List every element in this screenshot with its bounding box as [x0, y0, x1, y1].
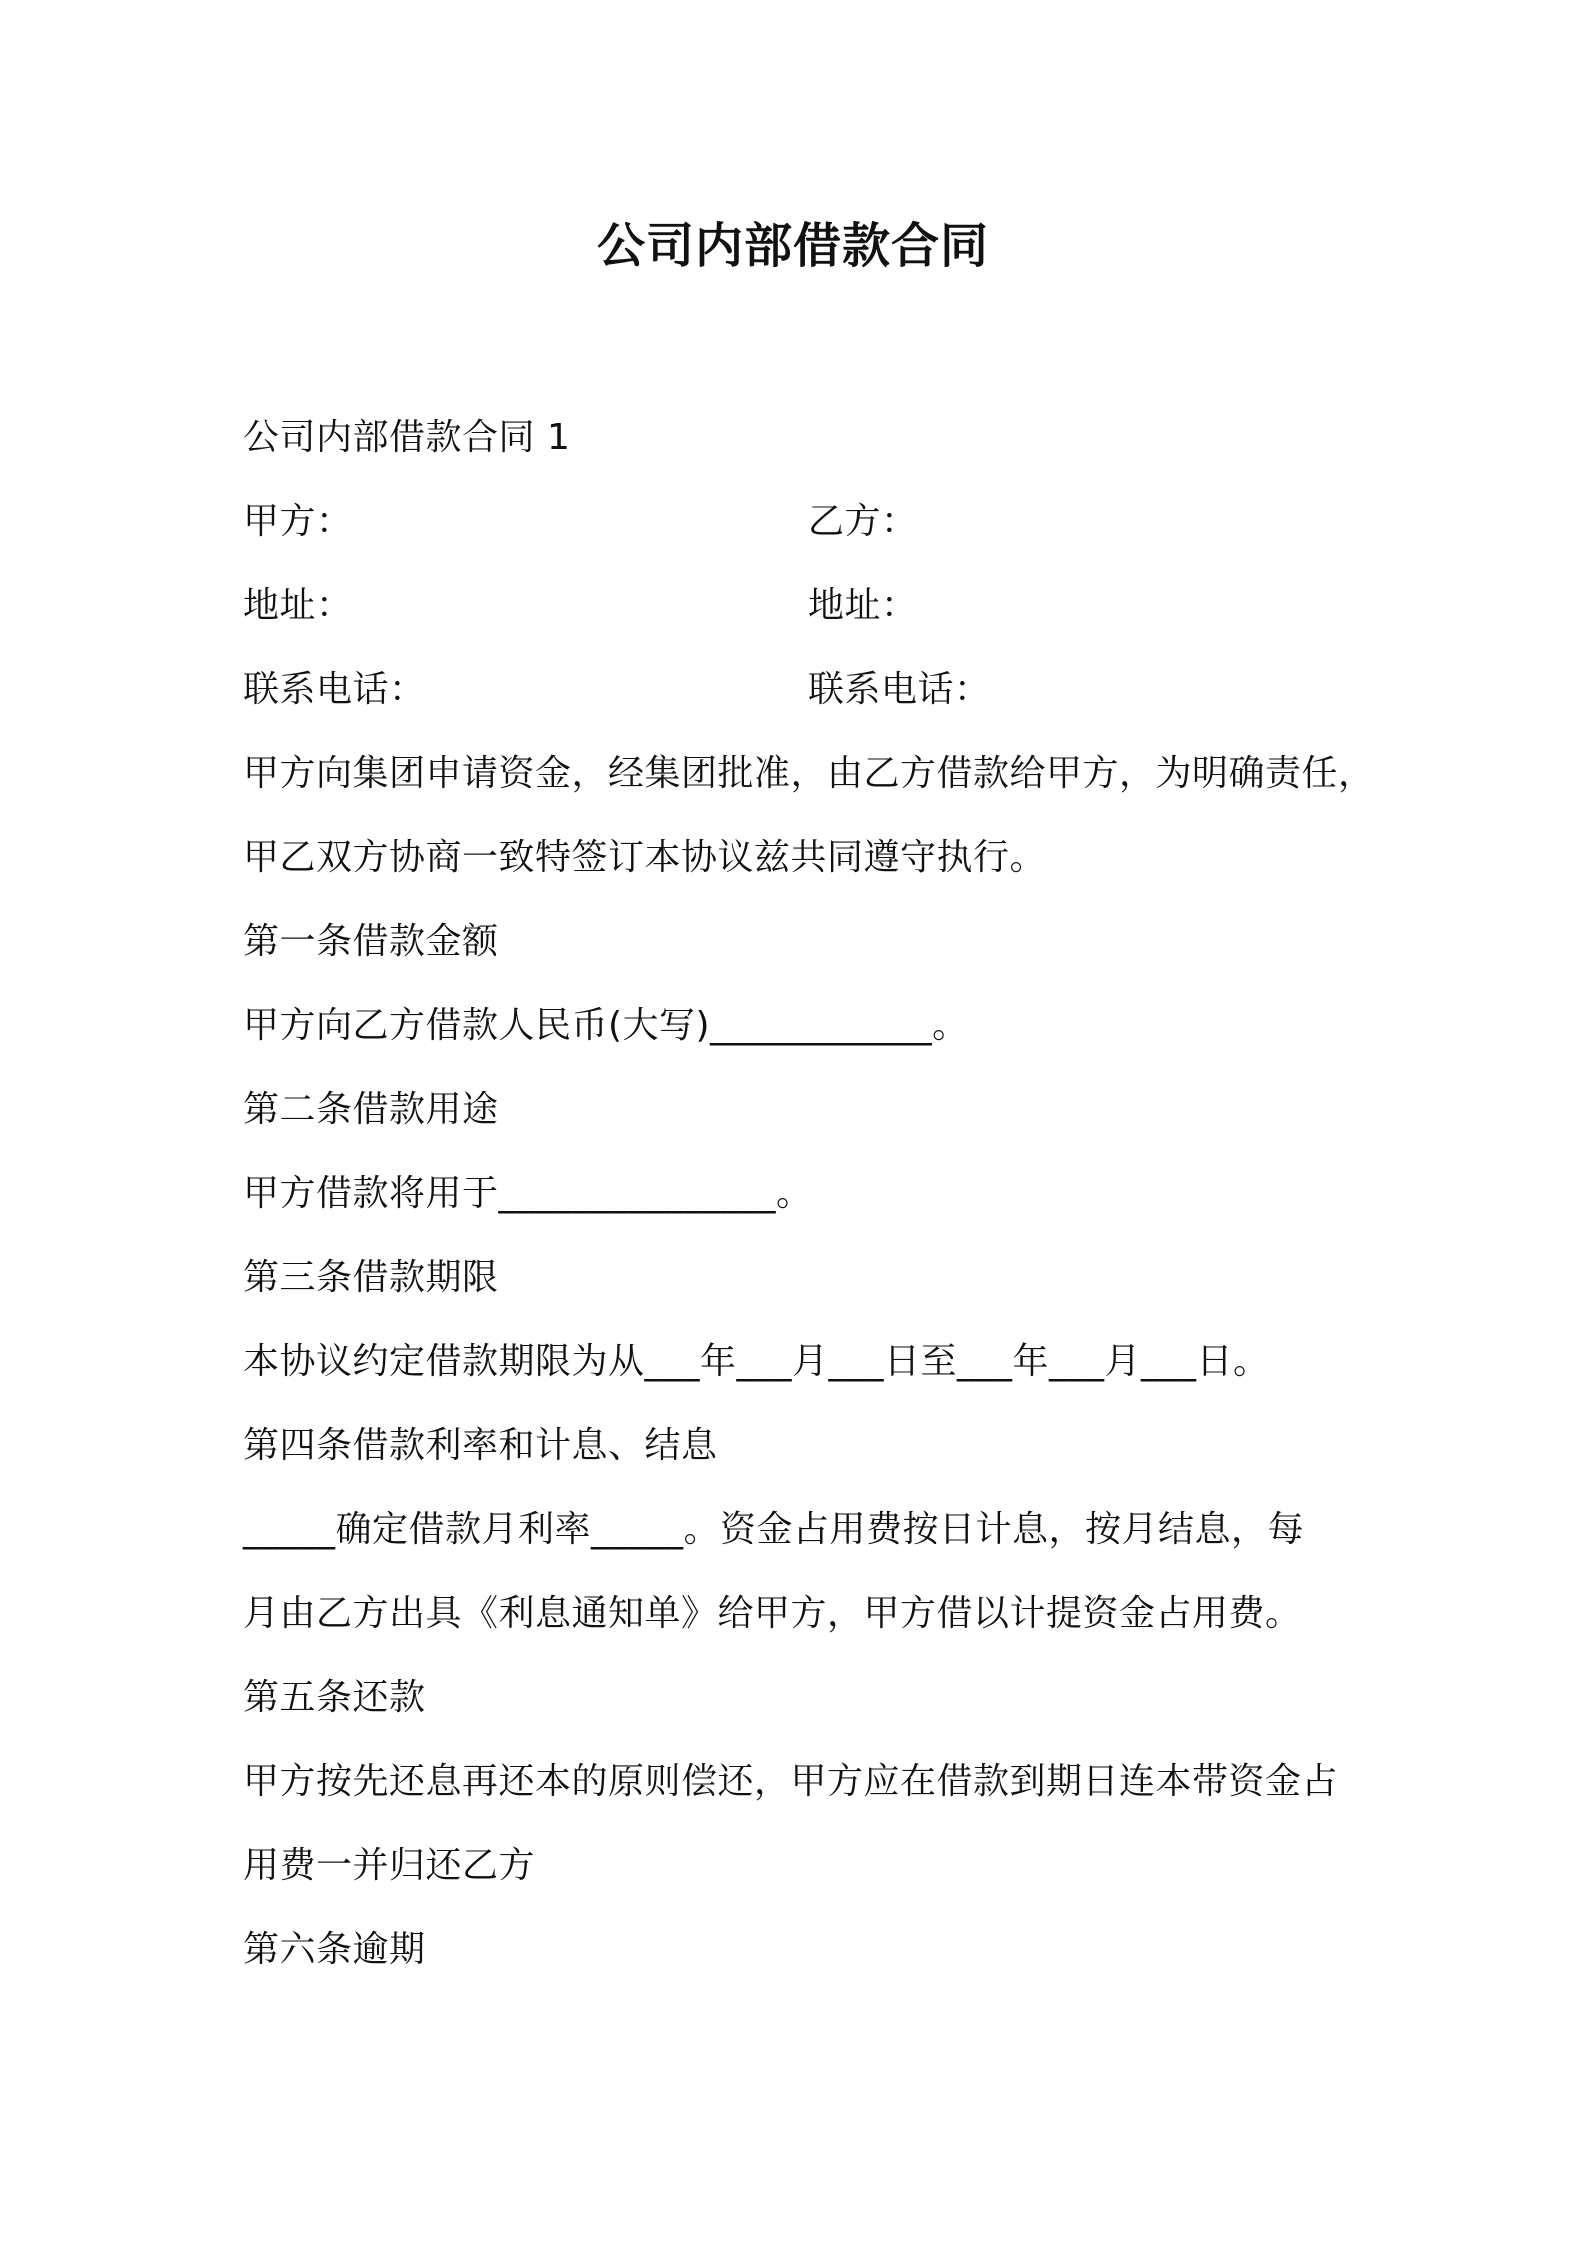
party-b-label: 乙方：: [808, 501, 918, 542]
intro-line: 甲乙双方协商一致特签订本协议兹共同遵守执行。: [243, 837, 1047, 878]
article-4-body: 月由乙方出具《利息通知单》给甲方，甲方借以计提资金占用费。: [243, 1593, 1302, 1634]
article-5-heading: 第五条还款: [243, 1677, 426, 1718]
document-subtitle: 公司内部借款合同 1: [243, 417, 571, 458]
article-1-heading: 第一条借款金额: [243, 921, 499, 962]
article-6-heading: 第六条逾期: [243, 1929, 426, 1970]
party-b-address-label: 地址：: [808, 585, 918, 626]
article-2-heading: 第二条借款用途: [243, 1089, 499, 1130]
article-3-body: 本协议约定借款期限为从___年___月___日至___年___月___日。: [243, 1341, 1270, 1382]
article-2-body: 甲方借款将用于_______________。: [243, 1173, 813, 1214]
party-a-label: 甲方：: [243, 501, 353, 542]
intro-line: 甲方向集团申请资金，经集团批准，由乙方借款给甲方，为明确责任，: [243, 753, 1375, 794]
article-3-heading: 第三条借款期限: [243, 1257, 499, 1298]
article-5-body: 用费一并归还乙方: [243, 1845, 536, 1886]
party-a-address-label: 地址：: [243, 585, 353, 626]
article-4-heading: 第四条借款利率和计息、结息: [243, 1425, 718, 1466]
document-title: 公司内部借款合同: [596, 218, 989, 274]
article-4-body: _____确定借款月利率_____。资金占用费按日计息，按月结息，每: [243, 1509, 1305, 1550]
party-b-phone-label: 联系电话：: [808, 669, 991, 710]
article-1-body: 甲方向乙方借款人民币(大写)____________。: [243, 1005, 969, 1046]
article-5-body: 甲方按先还息再还本的原则偿还，甲方应在借款到期日连本带资金占: [243, 1761, 1339, 1802]
party-a-phone-label: 联系电话：: [243, 669, 426, 710]
